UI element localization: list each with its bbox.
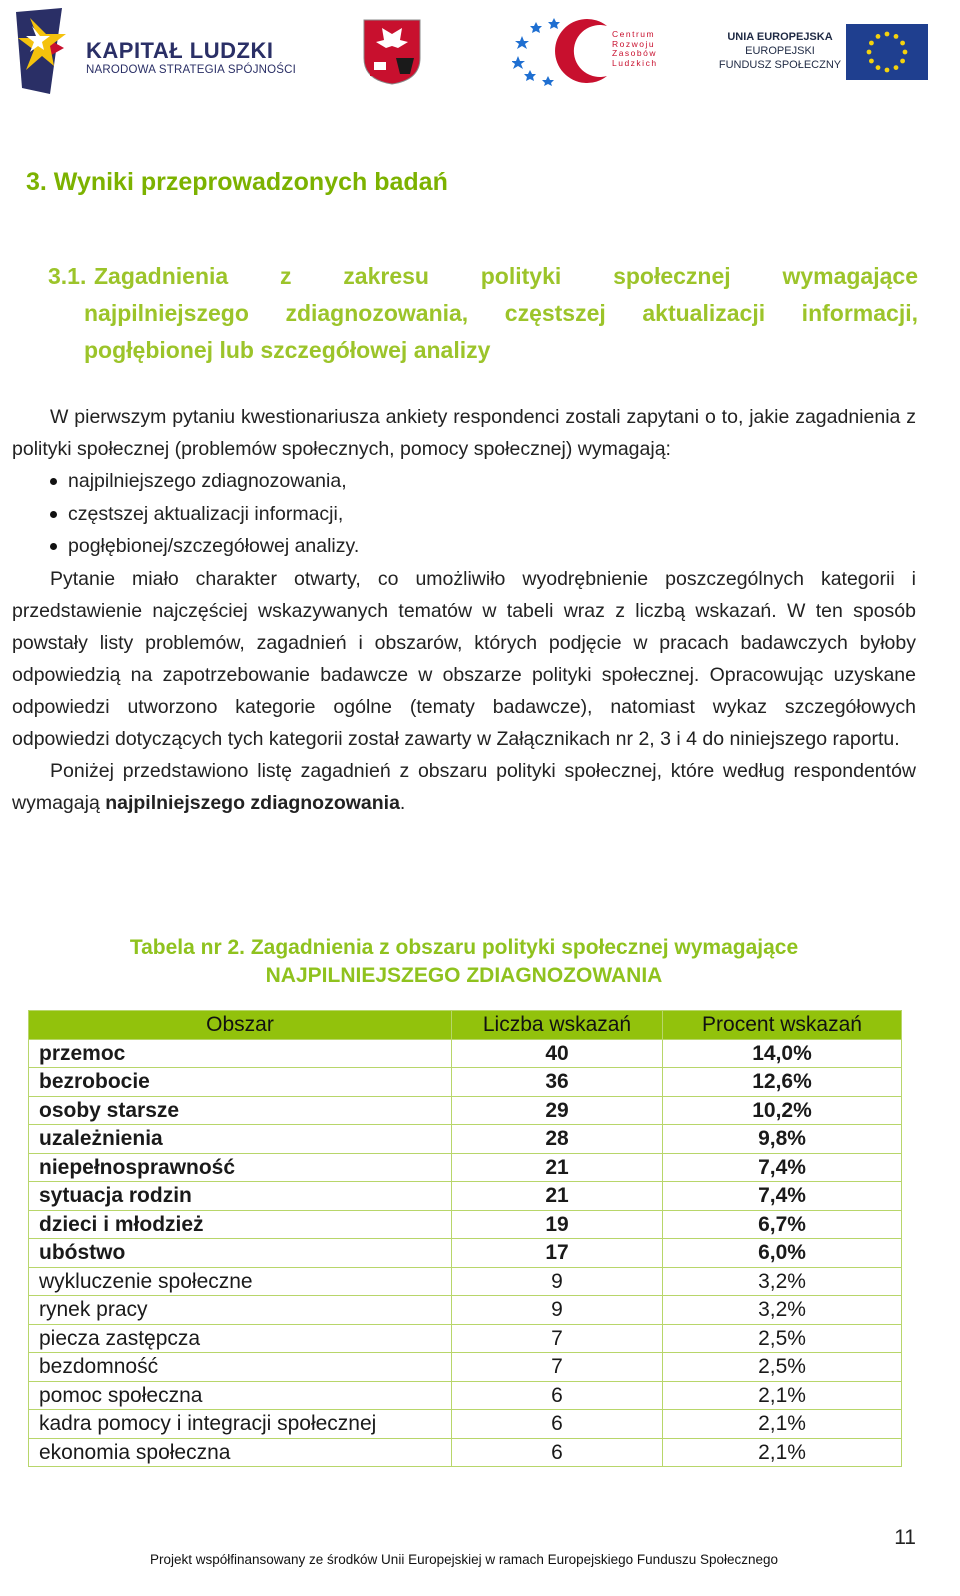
section-title-rest: najpilniejszego zdiagnozowania, częstszej aktualizacji informacji, pogłębionej lub szczegółowej analizy xyxy=(84,300,918,363)
table-cell-count: 9 xyxy=(452,1296,663,1325)
table-cell-percent: 14,0% xyxy=(663,1039,902,1068)
table-cell-count: 29 xyxy=(452,1096,663,1125)
intro-paragraph: W pierwszym pytaniu kwestionariusza ankiety respondenci zostali zapytani o to, jakie zagadnienia z polityki społecznej (problemów społecznych, pomocy społecznej) wymagają: xyxy=(12,406,916,460)
table-row xyxy=(29,1039,902,1068)
list-item: pogłębionej/szczegółowej analizy. xyxy=(12,530,916,563)
table-caption-line2: NAJPILNIEJSZEGO ZDIAGNOZOWANIA xyxy=(265,964,663,987)
table-row xyxy=(29,1353,902,1382)
section-title-line1: Zagadnienia z zakresu polityki społecznej wymagające xyxy=(94,263,918,289)
table-row xyxy=(29,1410,902,1439)
table-cell-percent: 2,1% xyxy=(663,1438,902,1467)
table-cell-area: przemoc xyxy=(29,1039,452,1068)
table-cell-percent: 10,2% xyxy=(663,1096,902,1125)
table-header-row xyxy=(29,1011,902,1040)
crzl-text: Centrum Rozwoju Zasobów Ludzkich xyxy=(612,29,658,68)
table-row xyxy=(29,1182,902,1211)
list-item: częstszej aktualizacji informacji, xyxy=(12,498,916,531)
table-cell-count: 6 xyxy=(452,1410,663,1439)
kapital-ludzki-logo xyxy=(10,8,86,98)
table-cell-percent: 12,6% xyxy=(663,1068,902,1097)
table-cell-count: 40 xyxy=(452,1039,663,1068)
table-cell-area: rynek pracy xyxy=(29,1296,452,1325)
table-cell-count: 7 xyxy=(452,1324,663,1353)
logo-bar xyxy=(0,0,960,110)
table-row xyxy=(29,1438,902,1467)
table-cell-count: 19 xyxy=(452,1210,663,1239)
section-heading xyxy=(48,258,918,369)
section-number: 3.1. xyxy=(48,263,87,289)
column-header-percent: Procent wskazań xyxy=(663,1011,902,1040)
table-cell-area: kadra pomocy i integracji społecznej xyxy=(29,1410,452,1439)
column-header-count: Liczba wskazań xyxy=(452,1011,663,1040)
table-cell-percent: 9,8% xyxy=(663,1125,902,1154)
table-cell-percent: 3,2% xyxy=(663,1267,902,1296)
table-cell-count: 28 xyxy=(452,1125,663,1154)
table-cell-percent: 7,4% xyxy=(663,1153,902,1182)
table-cell-percent: 3,2% xyxy=(663,1296,902,1325)
table-row xyxy=(29,1324,902,1353)
page-number: 11 xyxy=(894,1526,916,1549)
bullet-list xyxy=(12,465,916,563)
table-cell-count: 7 xyxy=(452,1353,663,1382)
table-cell-area: niepełnosprawność xyxy=(29,1153,452,1182)
chapter-heading: 3. Wyniki przeprowadzonych badań xyxy=(26,168,448,196)
table-row xyxy=(29,1239,902,1268)
table-cell-area: piecza zastępcza xyxy=(29,1324,452,1353)
table-cell-area: ekonomia społeczna xyxy=(29,1438,452,1467)
table-cell-percent: 6,0% xyxy=(663,1239,902,1268)
table-cell-area: pomoc społeczna xyxy=(29,1381,452,1410)
table-cell-percent: 6,7% xyxy=(663,1210,902,1239)
table-row xyxy=(29,1125,902,1154)
voivodeship-coat-of-arms-logo xyxy=(362,18,422,86)
table-cell-area: bezrobocie xyxy=(29,1068,452,1097)
table-row xyxy=(29,1210,902,1239)
table-cell-percent: 2,5% xyxy=(663,1353,902,1382)
footer-note: Projekt współfinansowany ze środków Unii Europejskiej w ramach Europejskiego Funduszu Społecznego xyxy=(149,1552,779,1567)
crzl-logo xyxy=(512,16,612,86)
table-cell-percent: 2,5% xyxy=(663,1324,902,1353)
table-cell-area: wykluczenie społeczne xyxy=(29,1267,452,1296)
table-row xyxy=(29,1068,902,1097)
table-cell-percent: 7,4% xyxy=(663,1182,902,1211)
body-text xyxy=(12,401,916,819)
table-cell-count: 9 xyxy=(452,1267,663,1296)
table-cell-percent: 2,1% xyxy=(663,1410,902,1439)
table-caption-line1: Tabela nr 2. Zagadnienia z obszaru polityki społecznej wymagające xyxy=(129,936,799,959)
table-cell-area: dzieci i młodzież xyxy=(29,1210,452,1239)
table-cell-count: 6 xyxy=(452,1438,663,1467)
list-item: najpilniejszego zdiagnozowania, xyxy=(12,465,916,498)
ue-text: UNIA EUROPEJSKA EUROPEJSKI FUNDUSZ SPOŁECZNY xyxy=(718,31,842,71)
kapital-ludzki-subtitle: NARODOWA STRATEGIA SPÓJNOŚCI xyxy=(86,64,297,76)
table-row xyxy=(29,1267,902,1296)
data-table xyxy=(28,1010,902,1467)
table-cell-count: 6 xyxy=(452,1381,663,1410)
table-cell-count: 21 xyxy=(452,1182,663,1211)
column-header-area: Obszar xyxy=(29,1011,452,1040)
emphasis-text: najpilniejszego zdiagnozowania xyxy=(105,791,400,814)
table-row xyxy=(29,1381,902,1410)
table-cell-area: sytuacja rodzin xyxy=(29,1182,452,1211)
table-cell-area: osoby starsze xyxy=(29,1096,452,1125)
method-paragraph: Pytanie miało charakter otwarty, co umożliwiło wyodrębnienie poszczególnych kategorii i przedstawienie najczęściej wskazywanych tematów w tabeli wraz z liczbą wskazań. W ten sposób powstały listy problemów, zagadnień i obszarów, których podjęcie w pracach badawczych byłoby odpowiedzią na zapotrzebowanie badawcze w obszarze polityki społecznej. Opracowując uzyskane odpowiedzi utworzono kategorie ogólne (tematy badawcze), natomiast wykaz szczegółowych odpowiedzi dotyczących tych kategorii został zawarty w Załącznikach nr 2, 3 i 4 do niniejszego raportu. xyxy=(12,567,916,750)
table-cell-count: 36 xyxy=(452,1068,663,1097)
table-cell-area: ubóstwo xyxy=(29,1239,452,1268)
table-row xyxy=(29,1096,902,1125)
table-row xyxy=(29,1296,902,1325)
table-cell-area: bezdomność xyxy=(29,1353,452,1382)
table-cell-area: uzależnienia xyxy=(29,1125,452,1154)
table-caption xyxy=(0,934,928,990)
table-cell-count: 21 xyxy=(452,1153,663,1182)
eu-flag-logo xyxy=(846,24,928,80)
kapital-ludzki-title: KAPITAŁ LUDZKI xyxy=(86,38,274,63)
table-row xyxy=(29,1153,902,1182)
table-cell-percent: 2,1% xyxy=(663,1381,902,1410)
summary-paragraph: Poniżej przedstawiono listę zagadnień z obszaru polityki społecznej, które według respondentów wymagają najpilniejszego zdiagnozowania. xyxy=(12,759,916,814)
table-cell-count: 17 xyxy=(452,1239,663,1268)
